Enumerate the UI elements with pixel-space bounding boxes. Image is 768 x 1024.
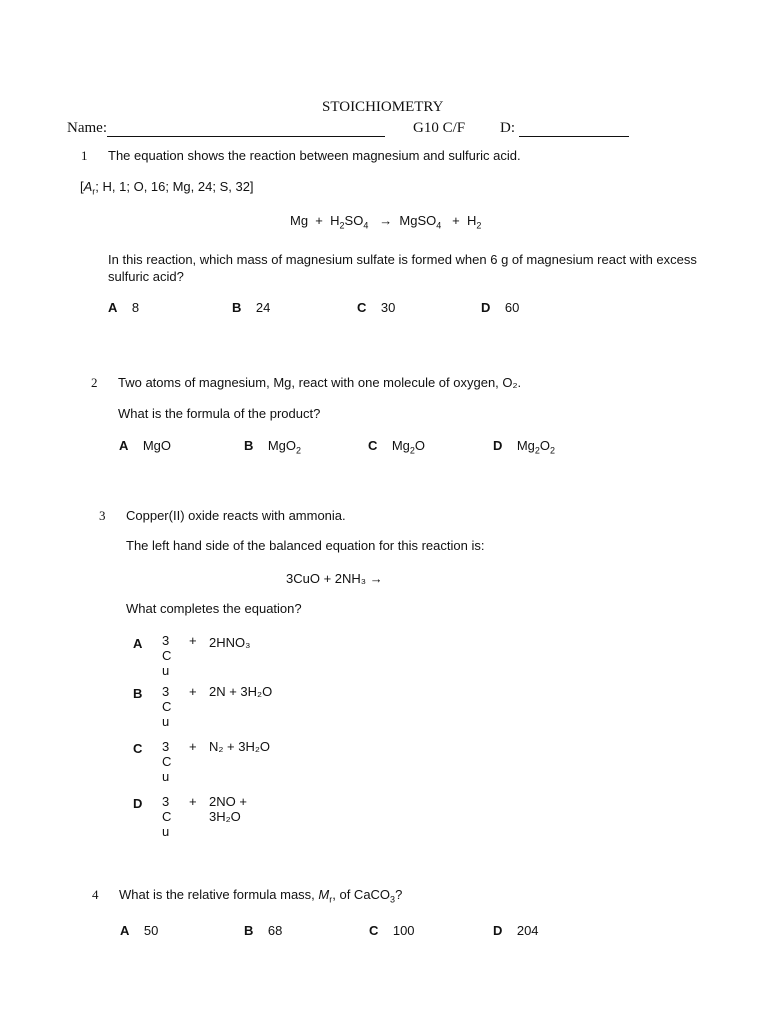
page-title: STOICHIOMETRY: [322, 99, 444, 115]
q4-option-a[interactable]: A 50: [120, 923, 159, 938]
q1-number: 1: [81, 148, 88, 163]
q4-option-c[interactable]: C 100: [369, 923, 415, 938]
q3-lhs-intro: The left hand side of the balanced equation for this reaction is:: [126, 538, 485, 553]
q2-option-b[interactable]: B MgO$_2$: [244, 438, 302, 456]
q1-ar-values: [$A_r$; H, 1; O, 16; Mg, 24; S, 32]: [80, 179, 254, 197]
q2-option-a[interactable]: A MgO: [119, 438, 172, 453]
d-label: D:: [500, 120, 515, 136]
q1-option-b[interactable]: B 24: [232, 300, 271, 315]
q3-lhs-equation: 3CuO + 2NH₃ →: [286, 571, 383, 586]
q4-stem: What is the relative formula mass, $M_r$, of CaCO$_3$?: [119, 887, 403, 905]
q1-question: In this reaction, which mass of magnesium sulfate is formed when 6 g of magnesium react with excess sulfuric acid?: [108, 252, 697, 284]
q3-question: What completes the equation?: [126, 601, 302, 616]
q3-stem: Copper(II) oxide reacts with ammonia.: [126, 508, 346, 523]
q2-option-c[interactable]: C $Mg_2O$: [368, 438, 426, 456]
d-field: [500, 120, 629, 137]
q2-question: What is the formula of the product?: [118, 406, 321, 421]
q4-option-d[interactable]: D 204: [493, 923, 539, 938]
q3-number: 3: [99, 508, 106, 523]
name-blank: [107, 122, 385, 137]
q1-stem: The equation shows the reaction between magnesium and sulfuric acid.: [108, 148, 521, 163]
name-label: Name:: [67, 120, 107, 136]
d-blank: [519, 122, 629, 137]
name-field: [67, 120, 385, 137]
q2-option-d[interactable]: D $Mg_2O_2$: [493, 438, 556, 456]
q4-number: 4: [92, 887, 99, 902]
q4-option-b[interactable]: B 68: [244, 923, 283, 938]
q2-number: 2: [91, 375, 98, 390]
q1-option-c[interactable]: C 30: [357, 300, 396, 315]
q2-stem: Two atoms of magnesium, Mg, react with one molecule of oxygen, O₂.: [118, 375, 522, 390]
class-label: G10 C/F: [413, 120, 466, 136]
q1-equation: $Mg + H_2SO_4$ → MgSO$_4$ + $H_2$: [290, 213, 482, 231]
q1-option-a[interactable]: A 8: [108, 300, 140, 315]
q1-option-d[interactable]: D 60: [481, 300, 520, 315]
